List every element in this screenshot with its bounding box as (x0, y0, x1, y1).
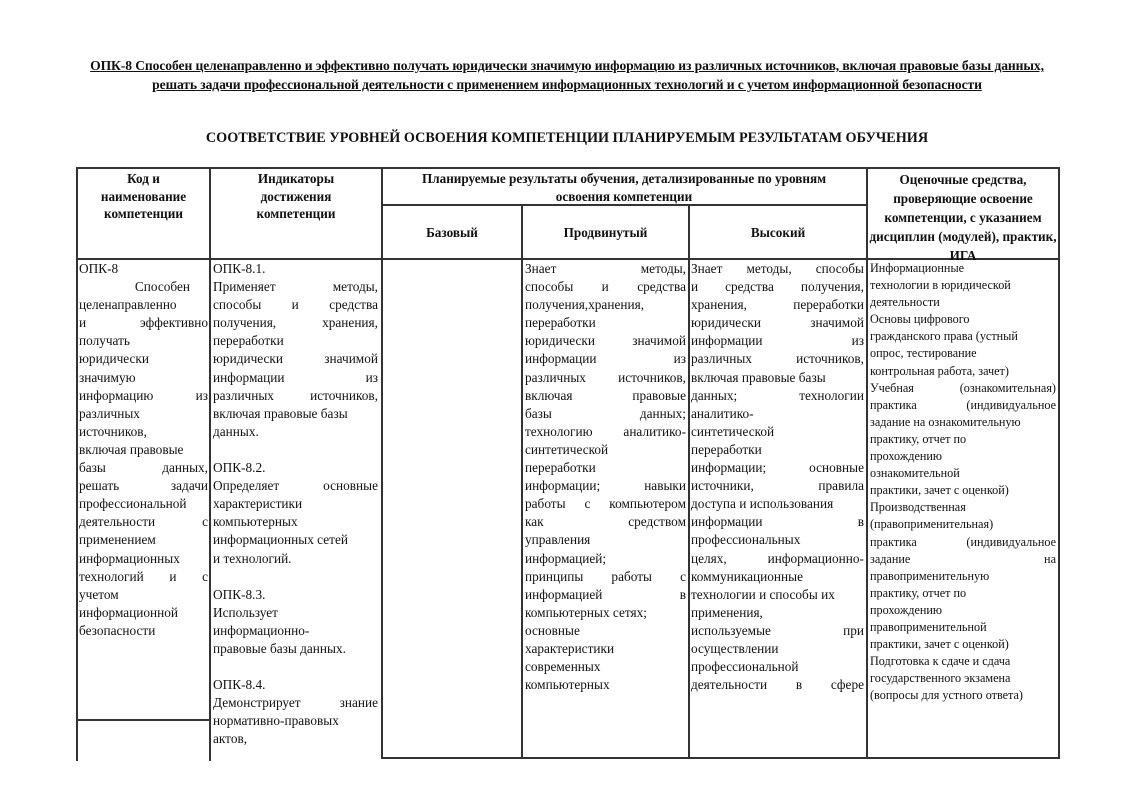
table-border-bottom (382, 757, 1060, 759)
header-basic: Базовый (426, 225, 478, 240)
indicator-code-8-2: ОПК-8.2. (213, 460, 266, 476)
header-high: Высокий (750, 225, 806, 240)
indicator-code-8-1: ОПК-8.1. (213, 261, 266, 276)
left-column-divider (76, 719, 209, 721)
table-border-top (76, 167, 1060, 169)
indicator-code-8-3: ОПК-8.3. (213, 586, 266, 602)
col-line-3 (521, 204, 523, 759)
cell-high: Знает методы, способы и средства получения, хранения, переработки юридически значимой информации из различных источников, включая правовые базы данных; технологии аналитико- синтетической переработки информации; основные источники, правила доступа и использования информации в профессиональных целях, информационно- коммуникационные технологии и способы их применения, используемые при осуществлении профессиональной деятельности в сфере (691, 261, 864, 693)
cell-advanced: Знает методы, способы и средства получения,хранения, переработки юридически значимой информации из различных источников, включая правовые базы данных; технологию аналитико- синтетической переработки информации; навыки работы с компьютером как средством управления информацией; принципы работы с информацией в компьютерных сетях; основные характеристики современных компьютерных (525, 261, 686, 693)
col-line-0 (76, 167, 78, 761)
header-advanced: Продвинутый (563, 225, 648, 240)
col-line-4 (688, 204, 690, 759)
cell-competency-code: ОПК-8 Способен целенаправленно и эффективно получать юридически значимую информацию из различных источников, включая правовые базы данных, решать задачи профессиональной деятельности с применением информационных технологий и с учетом информационной безопасности (79, 261, 208, 638)
col-line-1 (209, 167, 211, 761)
document-subtitle: СООТВЕТСТВИЕ УРОВНЕЙ ОСВОЕНИЯ КОМПЕТЕНЦИИ ПЛАНИРУЕМЫМ РЕЗУЛЬТАТАМ ОБУЧЕНИЯ (205, 130, 929, 146)
cell-assessment: Информационные технологии в юридической деятельности Основы цифрового гражданского права (устный опрос, тестирование контрольная работа, зачет) Учебная (ознакомительная) практика (индивидуальное задание на ознакомительную практику, отчет по прохождению ознакомительной практики, зачет с оценкой) Производственная (правоприменительная) практика (индивидуальное задание на правоприменительную практику, отчет по прохождению правоприменительной практики, зачет с оценкой) Подготовка к сдаче и сдача государственного экзамена (вопросы для устного ответа) (870, 261, 1056, 703)
document-title: ОПК-8 Способен целенаправленно и эффективно получать юридически значимую информацию из различных источников, включая правовые базы данных, решать задачи профессиональной деятельности с применением информационных технологий и с учетом информационной безопасности (90, 58, 1044, 92)
col-line-6 (1058, 167, 1060, 759)
header-results: Планируемые результаты обучения, детализированные по уровням освоения компетенции (421, 171, 827, 204)
cell-indicators: ОПК-8.1. Применяет методы, способы и средства получения, хранения, переработки юридически значимой информации из различных источников, включая правовые базы данных. ОПК-8.2. Определяет основные характеристики компьютерных информационных сетей и технологий. ОПК-8.3. Использует информационно- правовые базы данных. ОПК-8.4. Демонстрирует знание нормативно-правовых актов, (213, 261, 378, 747)
header-code: Код и наименование компетенции (100, 171, 187, 221)
col-line-2 (381, 167, 383, 759)
indicator-code-8-4: ОПК-8.4. (213, 677, 266, 693)
header-indicators: Индикаторы достижения компетенции (256, 171, 336, 221)
header-assessment: Оценочные средства, проверяющие освоение компетенции, с указанием дисциплин (модулей), практик, ИГА (869, 172, 1057, 263)
